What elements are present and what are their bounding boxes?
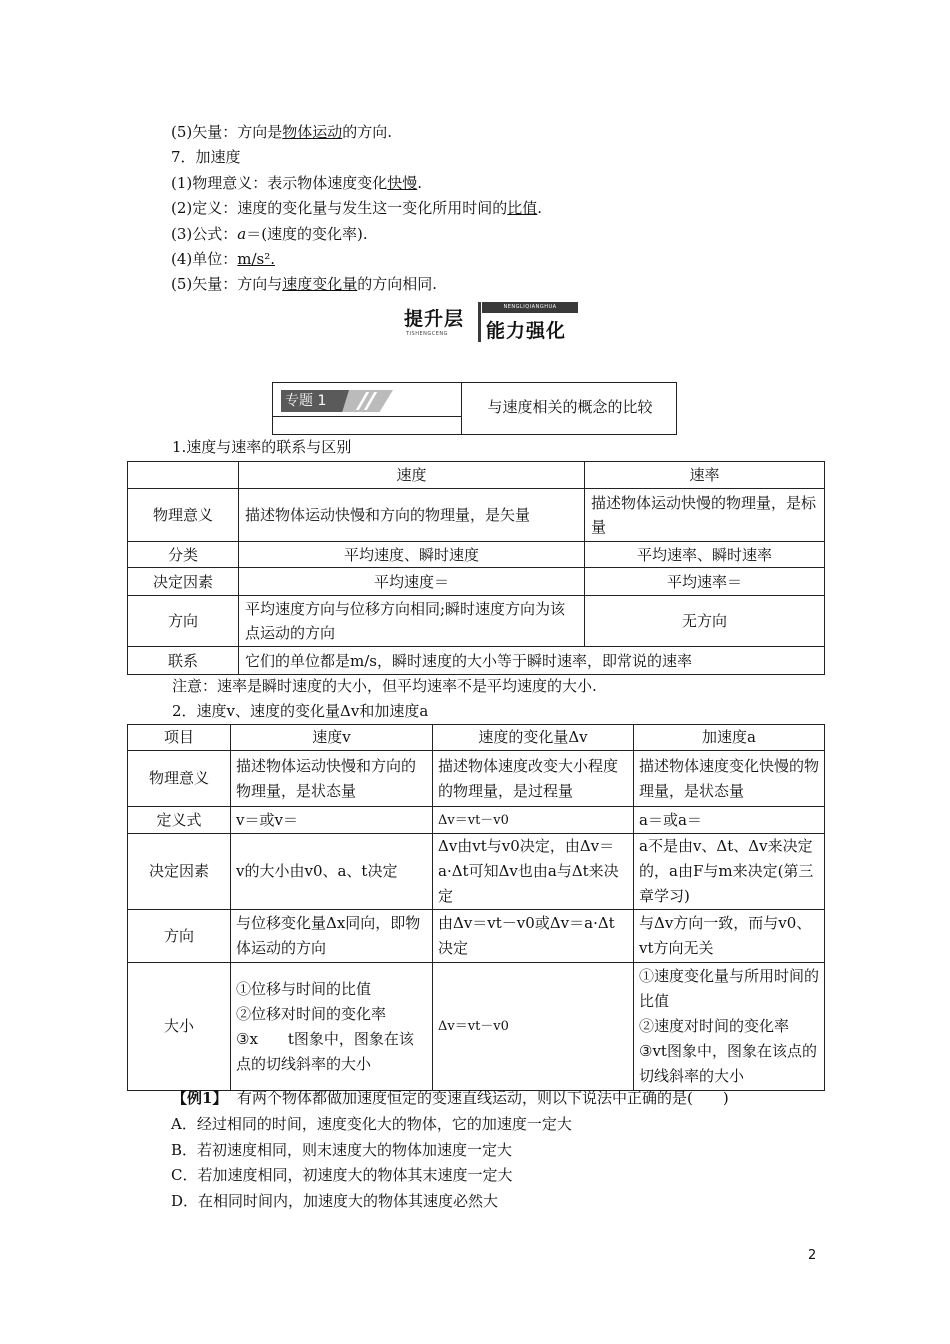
table-cell: 由Δv＝vt－v0或Δv＝a·Δt决定: [433, 910, 634, 963]
table-header-cell: 速度的变化量Δv: [433, 725, 634, 751]
table-cell: 描述物体速度变化快慢的物理量，是状态量: [634, 751, 825, 807]
table-cell: ①速度变化量与所用时间的比值 ②速度对时间的变化率 ③vt图象中，图象在该点的切线斜率的大小: [634, 963, 825, 1091]
table-row: [128, 807, 825, 834]
table-cell: Δv由vt与v0决定，由Δv＝a·Δt可知Δv也由a与Δt来决定: [433, 834, 634, 910]
banner-right-title: 能力强化: [486, 320, 567, 342]
table-cell: 平均速率＝: [585, 568, 825, 596]
table-cell: 描述物体运动快慢的物理量，是标量: [585, 489, 825, 542]
banner-divider: [478, 302, 481, 342]
row-label: 分类: [128, 542, 239, 568]
table-row: [128, 725, 825, 751]
topic-tag-label: 专题 1: [285, 393, 327, 409]
row-label: 决定因素: [128, 568, 239, 596]
topic-box: [272, 382, 677, 435]
table-row: [128, 963, 825, 1091]
table-cell: 描述物体速度改变大小程度的物理量，是过程量: [433, 751, 634, 807]
table-header-cell: [128, 462, 239, 489]
option-d: D．在相同时间内，加速度大的物体其速度必然大: [171, 1192, 499, 1210]
table-cell: 无方向: [585, 596, 825, 647]
example-question: [172, 1088, 729, 1108]
table-cell: 描述物体运动快慢和方向的物理量，是状态量: [231, 751, 433, 807]
table-cell: v的大小由v0、a、t决定: [231, 834, 433, 910]
banner-left-pinyin: TISHENGCENG: [406, 331, 449, 337]
line-definition: (2)定义：速度的变化量与发生这一变化所用时间的比值.: [171, 199, 543, 217]
line-formula: (3)公式：a＝(速度的变化率).: [171, 225, 368, 243]
line-unit: (4)单位：m/s².: [171, 250, 276, 268]
table-cell: 平均速度、瞬时速度: [239, 542, 585, 568]
table-row: [128, 751, 825, 807]
heading-acceleration: 7．加速度: [171, 148, 241, 166]
table-speed-vs-rate: [127, 461, 825, 675]
table-cell: 平均速度＝: [239, 568, 585, 596]
section-banner: [404, 302, 580, 342]
line-meaning: (1)物理意义：表示物体速度变化快慢.: [171, 174, 423, 192]
banner-left-title: 提升层: [404, 308, 465, 330]
table-cell: 它们的单位都是m/s，瞬时速度的大小等于瞬时速率，即常说的速率: [239, 647, 825, 675]
option-b: B．若初速度相同，则末速度大的物体加速度一定大: [171, 1141, 513, 1159]
note-line: 注意：速率是瞬时速度的大小，但平均速率不是平均速度的大小.: [172, 677, 597, 695]
table-header-cell: 速率: [585, 462, 825, 489]
row-label: 联系: [128, 647, 239, 675]
table-cell: Δv＝vt－v0: [433, 963, 634, 1091]
topic-divider-h: [273, 416, 461, 417]
table-row: [128, 568, 825, 596]
example-label: 【例1】: [172, 1089, 228, 1107]
topic-title: 与速度相关的概念的比较: [487, 398, 653, 416]
row-label: 物理意义: [128, 489, 239, 542]
table-row: [128, 542, 825, 568]
table-cell: 与Δv方向一致，而与v0、vt方向无关: [634, 910, 825, 963]
row-label: 方向: [128, 910, 231, 963]
table-cell: a＝或a＝: [634, 807, 825, 834]
table-header-cell: 项目: [128, 725, 231, 751]
table-cell: a不是由v、Δt、Δv来决定的，a由F与m来决定(第三章学习): [634, 834, 825, 910]
option-a: A．经过相同的时间，速度变化大的物体，它的加速度一定大: [171, 1115, 572, 1133]
section-1-heading: 1.速度与速率的联系与区别: [172, 438, 352, 456]
banner-right-pinyin: NENGLIQIANGHUA: [482, 302, 578, 313]
line-vector-velocity: (5)矢量：方向是物体运动的方向.: [171, 123, 393, 141]
row-label: 定义式: [128, 807, 231, 834]
table-header-cell: 速度v: [231, 725, 433, 751]
table-cell: 与位移变化量Δx同向，即物体运动的方向: [231, 910, 433, 963]
table-cell: 平均速率、瞬时速率: [585, 542, 825, 568]
page-number: 2: [808, 1248, 817, 1263]
example-text: 有两个物体都做加速度恒定的变速直线运动，则以下说法中正确的是( ): [236, 1089, 729, 1107]
row-label: 物理意义: [128, 751, 231, 807]
table-row: [128, 462, 825, 489]
row-label: 大小: [128, 963, 231, 1091]
table-velocity-acceleration: [127, 724, 825, 1091]
table-row: [128, 910, 825, 963]
table-cell: v＝或v＝: [231, 807, 433, 834]
table-row: [128, 596, 825, 647]
table-cell: 描述物体运动快慢和方向的物理量，是矢量: [239, 489, 585, 542]
section-2-heading: 2．速度v、速度的变化量Δv和加速度a: [172, 702, 429, 720]
table-cell: Δv＝vt－v0: [433, 807, 634, 834]
row-label: 方向: [128, 596, 239, 647]
table-cell: 平均速度方向与位移方向相同;瞬时速度方向为该点运动的方向: [239, 596, 585, 647]
table-header-cell: 速度: [239, 462, 585, 489]
line-vector-accel: (5)矢量：方向与速度变化量的方向相同.: [171, 275, 438, 293]
row-label: 决定因素: [128, 834, 231, 910]
option-c: C．若加速度相同，初速度大的物体其末速度一定大: [171, 1166, 513, 1184]
table-row: [128, 834, 825, 910]
table-cell: ①位移与时间的比值 ②位移对时间的变化率 ③x t图象中，图象在该点的切线斜率的大小: [231, 963, 433, 1091]
table-header-cell: 加速度a: [634, 725, 825, 751]
table-row: [128, 647, 825, 675]
table-row: [128, 489, 825, 542]
